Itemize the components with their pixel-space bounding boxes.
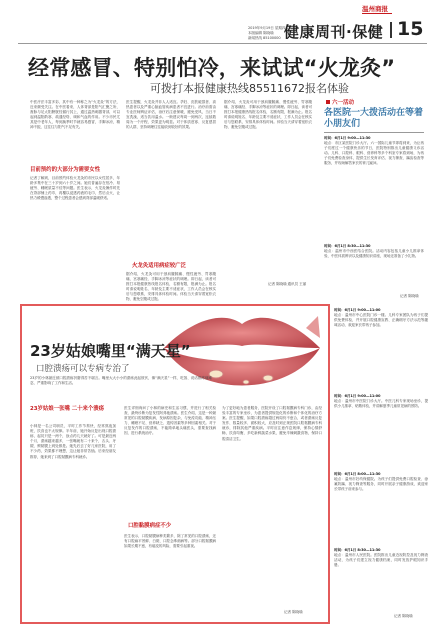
sidebar-item-title: 时间：6月1日 8:30—11:30: [324, 244, 371, 248]
sidebar-item-2: [324, 244, 424, 295]
second-intro: 23岁的小林最近被口腔溃疡折磨得苦不堪言。嘴里大大小小的溃疡此起彼伏，像“满天星”一样，吃饭、说话都疼痛难忍，严重影响了工作和生活。: [30, 376, 212, 386]
lead-subhead: 可拨打本报健康热线85511672报名体验: [150, 82, 349, 95]
second-col3-text: 为了更好地为患者服务，医院开设了口腔黏膜病专科门诊，由经验丰富的专家坐诊，为患者提供规范化的诊断和个体化的治疗方案。医生提醒，如果口腔溃疡超过两周仍不愈合，或者溃疡反复发作、数量较多、面积较大，应及时到正规医院口腔黏膜病专科就诊，排除其他严重疾病。平时应注意作息规律，保持心情舒畅，饮食均衡，多吃新鲜蔬菜水果，避免辛辣刺激食物，保持口腔清洁卫生。: [222, 406, 322, 441]
second-byline: 记者 陈晓瑜: [284, 610, 303, 614]
right-byline: 记者 陈晓瑜: [394, 614, 413, 618]
sidebar: [320, 98, 428, 303]
lead-col1-subhead: 目前预约的大部分为需要女性: [30, 167, 101, 173]
editor-line: 本版编辑 陈晓瑜: [248, 31, 274, 35]
sidebar-item-1: [324, 136, 424, 241]
sidebar-tag: [324, 98, 356, 106]
lead-col3-text: 据介绍，火龙灸可用于颈肩腰腿痛、慢性疲劳、胃寒腹痛、宫寒痛经、手脚冰凉等症状的调理。即日起，读者可拨打本报健康热线报名体验，名额有限，报满为止。报名时请说明姓名、年龄及主要不适症状，工作人员会在核实后与您联系，安排具体体验时间。体验当天请穿着宽松衣物，避免空腹或过饱。: [224, 100, 312, 130]
right-item-text: 地点：温州市妇幼保健院。为孩子们提供免费口腔检查、涂氟防龋、视力筛查等服务，同时开展亲子健康游戏，欢迎家长带孩子前来参与。: [334, 477, 428, 492]
date-line: 2019年9月19日 星期四: [248, 26, 286, 30]
second-col2-text: 医生详细询问了小林的病史和生活习惯，并进行了相关检查，最终诊断为复发性阿弗他溃疡。医生介绍，这是一种最常见的口腔黏膜疾病，发病原因复杂，与免疫功能、精神压力、睡眠不足、营养缺乏、遗传因素等多种因素相关。对于反复发作的口腔溃疡，不能简单地头痛医头，需要查找病因，进行系统治疗。: [124, 406, 216, 436]
sidebar-tag-mark-icon: [326, 100, 330, 104]
second-col1-text: 小林是一名公司职员，平时工作节奏快，经常熬夜加班，饮食也不太规律。半年前，她开始反复出现口腔溃疡，起初只是一两个，涂点药几天就好了。可是最近两个月，溃疡越来越多，一张嘴就有二十来个，舌头、牙龈、颊黏膜上到处都是。她先后去了好几家医院，用了不少药，效果都不理想，这让她非常苦恼。后来经朋友推荐，她来到了口腔黏膜病专科就诊。: [30, 424, 116, 459]
sidebar-byline: 记者 陈晓瑜: [400, 294, 419, 298]
lead-col2-text2: 据介绍，火龙灸可用于颈肩腰腿痛、慢性疲劳、胃寒腹痛、宫寒痛经、手脚冰凉等症状的调理。即日起，读者可拨打本报健康热线报名体验，名额有限，报满为止。报名时请说明姓名、年龄及主要不适症状，工作人员会在核实后与您联系，安排具体体验时间。体验当天请穿着宽松衣物，避免空腹或过饱。: [126, 272, 216, 302]
lead-col1-text2: 记者了解到，目前预约体验火龙灸的市民以女性居多，年龄多集中在三十岁到六十岁之间。她们普遍存在怕冷、易疲劳、睡眠质量不佳等问题。医生表示，火龙灸操作时先在背部铺上药巾，再覆以浸透药液的毛巾，然后点火，让热力缓慢渗透，整个过程患者会感到背部温暖舒适。: [30, 176, 120, 201]
right-item-text: 地点：温州市中心医院门诊一楼。儿科专家团队为孩子们提供免费体检，并开展口腔健康宣教、正确刷牙方法示范等趣味活动，欢迎家长带孩子参加。: [334, 313, 428, 328]
lead-col1-text: 中医疗法丰富多彩，其中有一种称之为“火龙灸”的方法，近来颇受关注。在中医看来，人体背部是阳气汇聚之所，督脉与足太阳膀胱经循行其上，通过温热刺激背部，可以起到温阳散寒、疏通经络、调和气血的作用。不少市民尤其是中老年人，每到换季时节就容易感冒，手脚冰凉，精神不振，这往往与阳气不足有关。: [30, 100, 120, 130]
right-item-title: 时间：6月1日 9:00—11:00: [334, 394, 381, 398]
right-item-2: [334, 394, 428, 469]
second-headline: 23岁姑娘嘴里“满天星”: [30, 342, 191, 360]
sidebar-item-text: 地点：温州市中西医结合医院。活动内容包括儿童小儿推拿体验、中医体质辨识以及健康知识讲座，现场还准备了小礼物。: [324, 249, 424, 259]
right-lower-column: [334, 308, 430, 626]
right-item-3: [334, 472, 428, 547]
logo-underline: [362, 13, 392, 14]
sidebar-headline-rule: [324, 132, 424, 133]
second-subhead: 口腔溃疡可以专病专治了: [36, 364, 130, 374]
logo: 温州商报: [362, 5, 388, 13]
right-item-text: 地点：温州市中医院门诊大厅。中医儿科专家现场坐诊，提供小儿推拿、贴敷体验，并讲解夏季儿童常见病的预防。: [334, 399, 428, 409]
second-col2-subhead: 口腔黏膜病症不少: [128, 523, 172, 529]
section-title: 健康周刊·保健: [284, 23, 384, 41]
lead-col2-text: 医生提醒，火龙灸并非人人适宜。孕妇、皮肤破损者、高热患者以及严重心脑血管疾病患者不宜进行。治疗前需由专业医师辨证评估，治疗后注意保暖，避免受风，当日不宜洗澡，适当饮用温水。一般建议每周一到两次，连续数周为一个疗程，效果更为明显。对于体质虚寒、反复感冒的人群，坚持调理往往能收到较好的效果。: [126, 100, 216, 130]
right-item-title: 时间：6月1日 9:00—11:00: [334, 308, 381, 312]
masthead: [0, 0, 439, 46]
sidebar-item-title: 时间：6月1日 9:00—11:30: [324, 136, 371, 140]
page-number: 15: [397, 18, 424, 40]
lead-col2-subhead: 火龙灸适用病症较广泛: [132, 263, 186, 269]
sidebar-tag-label: 六一活动: [332, 100, 355, 106]
masthead-rule: [18, 43, 427, 44]
second-col2-text2: 医生表示，口腔黏膜病种类繁多，除了常见的口腔溃疡，还有口腔扁平苔藓、白斑、口腔念珠菌病等。部分口腔黏膜病如果长期不愈，有癌变的风险，需要引起重视。: [124, 534, 216, 549]
lead-headline: 经常感冒、特别怕冷，来试试“火龙灸”: [28, 56, 396, 80]
sidebar-item-text: 地点：市区某医院门诊大厅。六一国际儿童节即将到来，为让孩子们度过一个健康快乐的节日，医院特别推出儿童健康义诊活动。儿科、口腔科、眼科、营养科等多个科室专家将到场，为孩子们免费检查身体，提供生长发育评估、视力筛查、龋齿检查等服务，并现场解答家长的育儿疑问。: [324, 141, 424, 166]
right-item-1: [334, 308, 428, 389]
right-item-text: 地点：温州市人民医院。医院推出儿童近视防控及视力筛查活动，为孩子们建立视力健康档案，同时发放护眼知识手册。: [334, 553, 428, 568]
sidebar-headline: 各医院一大拨活动在等着小朋友们: [324, 108, 424, 129]
section-divider: [390, 22, 392, 38]
right-item-title: 时间：6月1日 8:00—11:30: [334, 472, 381, 476]
tel-line: 新闻热线 85100000: [248, 36, 281, 40]
right-item-title: 时间：6月1日 8:30—11:30: [334, 548, 381, 552]
second-col1-subhead: 23岁姑娘一张嘴 二十来个溃疡: [30, 406, 105, 412]
right-item-4: [334, 548, 428, 617]
lead-byline: 记者 陈晓瑜 通讯员 王丽: [268, 282, 307, 286]
second-story-box: [20, 304, 330, 624]
